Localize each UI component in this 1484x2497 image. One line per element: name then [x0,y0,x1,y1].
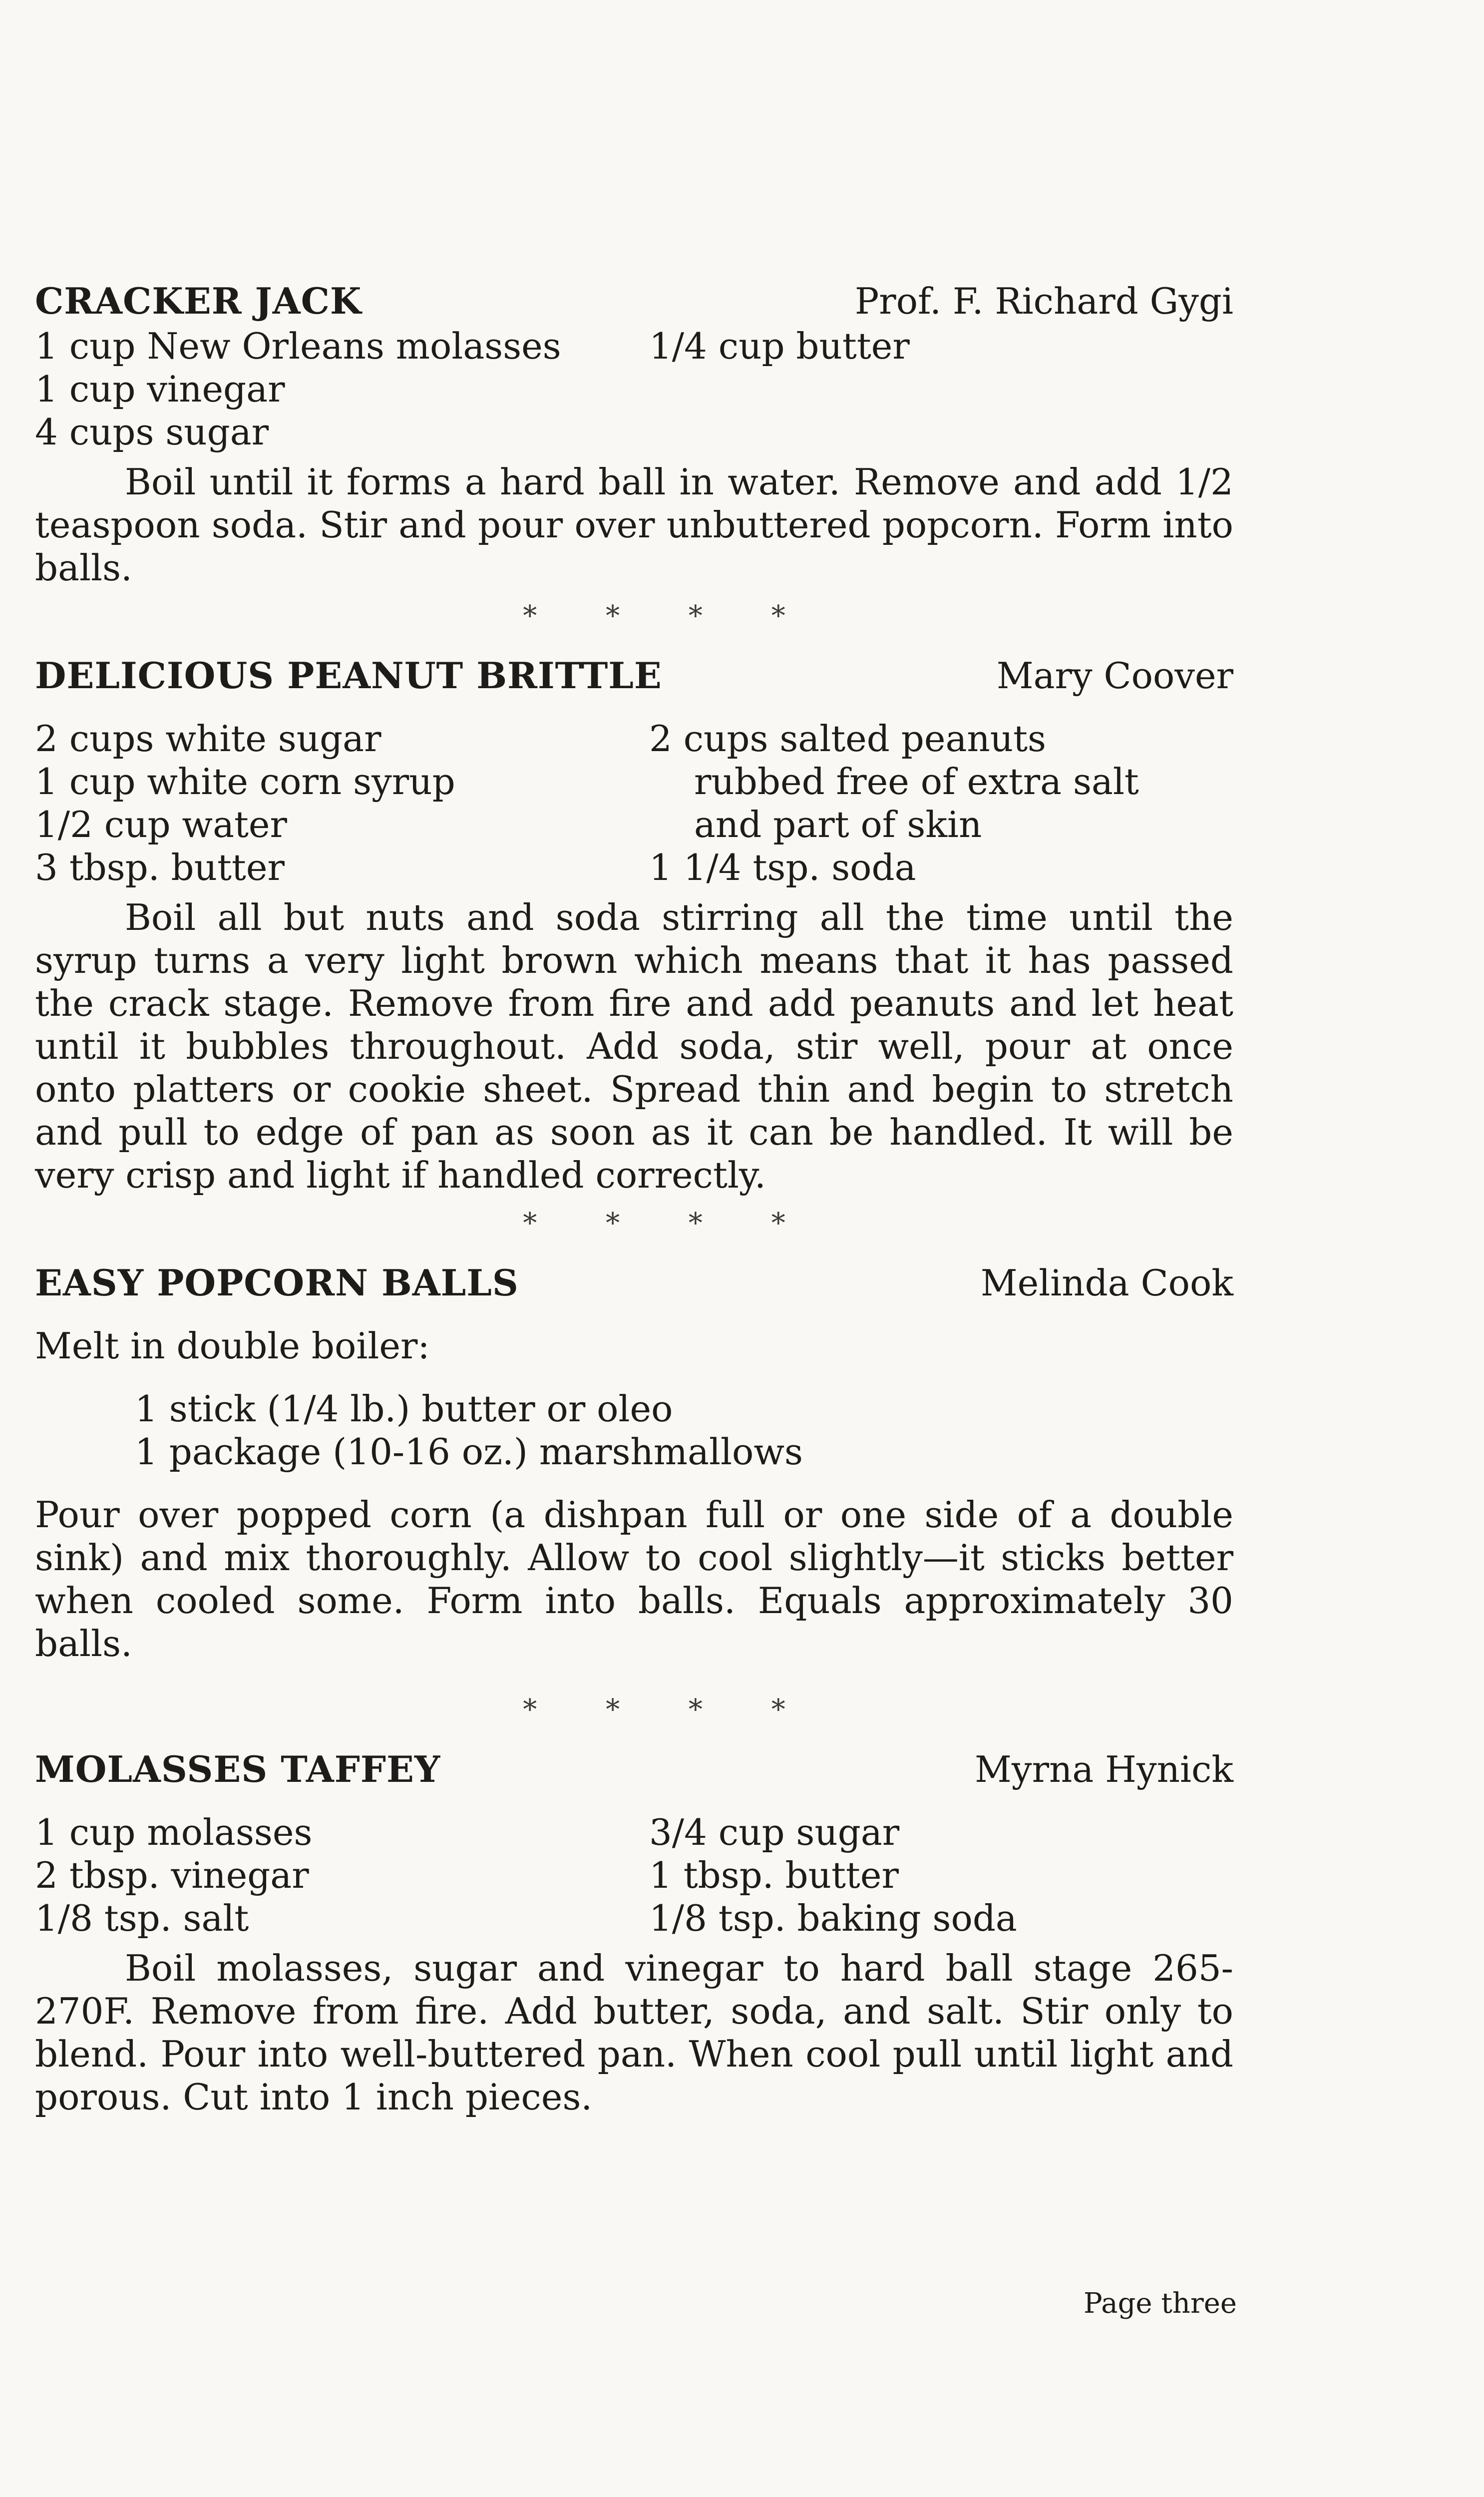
recipe-directions: Boil molasses, sugar and vinegar to hard ball stage 265-270F. Remove from fire. Add butter, soda, and salt. Stir only to blend. Pour into well-buttered pan. When cool pull until light and porous. Cut into 1 inch pieces. [35,1947,1233,2118]
ingredient-note: rubbed free of extra salt [694,761,1139,803]
recipe-title: MOLASSES TAFFEY [35,1748,441,1790]
recipe-header [35,654,1233,697]
page-content [35,280,1233,2118]
ingredient: 1 cup molasses [35,1811,313,1853]
page-number: Page three [1084,2287,1237,2320]
section-separator: * * * * [523,1693,815,1726]
recipe-title: DELICIOUS PEANUT BRITTLE [35,654,662,697]
recipe-title: EASY POPCORN BALLS [35,1261,519,1304]
ingredient: 1 stick (1/4 lb.) butter or oleo [135,1388,673,1430]
ingredient: 3 tbsp. butter [35,846,285,888]
recipe-molasses-taffey [35,1748,1233,2118]
recipe-cracker-jack [35,280,1233,589]
section-separator: * * * * [523,600,815,632]
ingredient: 1 1/4 tsp. soda [649,846,916,888]
recipe-directions: Boil all but nuts and soda stirring all the time until the syrup turns a very light brown which means that it has passed the crack stage. Remove from fire and add peanuts and let heat until it bubbles throughout. Add soda, stir well, pour at once onto platters or cookie sheet. Spread thin and begin to stretch and pull to edge of pan as soon as it can be handled. It will be very crisp and light if handled correctly. [35,896,1233,1196]
ingredient: 1 cup New Orleans molasses [35,325,561,367]
ingredient: 1 tbsp. butter [649,1854,899,1896]
recipe-peanut-brittle [35,654,1233,1197]
ingredient-note: and part of skin [694,804,982,845]
ingredient: 1/4 cup butter [649,325,910,367]
ingredient-list [35,717,1233,889]
ingredient: 1 cup white corn syrup [35,761,455,803]
ingredient-list [35,1811,1233,1940]
ingredient-list [35,325,1233,453]
recipe-header [35,1261,1233,1304]
ingredient: 2 cups white sugar [35,718,381,760]
ingredient: 1 cup vinegar [35,368,285,410]
ingredient [649,411,1233,453]
recipe-author: Prof. F. Richard Gygi [854,280,1233,322]
ingredient-list [35,1387,1233,1473]
recipe-title: CRACKER JACK [35,280,362,322]
ingredient: 4 cups sugar [35,411,269,453]
ingredient: 3/4 cup sugar [649,1811,900,1853]
recipe-header [35,1748,1233,1791]
recipe-header [35,280,1233,323]
recipe-directions: Pour over popped corn (a dishpan full or one side of a double sink) and mix thoroughly. Allow to cool slightly—it sticks better when cooled some. Form into balls. Equals approximately 30 balls. [35,1494,1233,1665]
ingredient: 1/8 tsp. baking soda [649,1897,1017,1939]
recipe-intro: Melt in double boiler: [35,1325,430,1367]
recipe-author: Melinda Cook [980,1262,1233,1304]
ingredient: 2 cups salted peanuts [649,718,1046,760]
ingredient: 2 tbsp. vinegar [35,1854,309,1896]
ingredient: 1/8 tsp. salt [35,1897,249,1939]
section-separator: * * * * [523,1207,815,1240]
ingredient: 1/2 cup water [35,804,287,845]
ingredient [649,368,1233,411]
ingredient: 1 package (10-16 oz.) marshmallows [135,1431,803,1473]
recipe-directions: Boil until it forms a hard ball in water. Remove and add 1/2 teaspoon soda. Stir and pour over unbuttered popcorn. Form into balls. [35,461,1233,589]
recipe-popcorn-balls [35,1261,1233,1665]
recipe-author: Mary Coover [996,655,1233,697]
recipe-author: Myrna Hynick [975,1748,1233,1790]
